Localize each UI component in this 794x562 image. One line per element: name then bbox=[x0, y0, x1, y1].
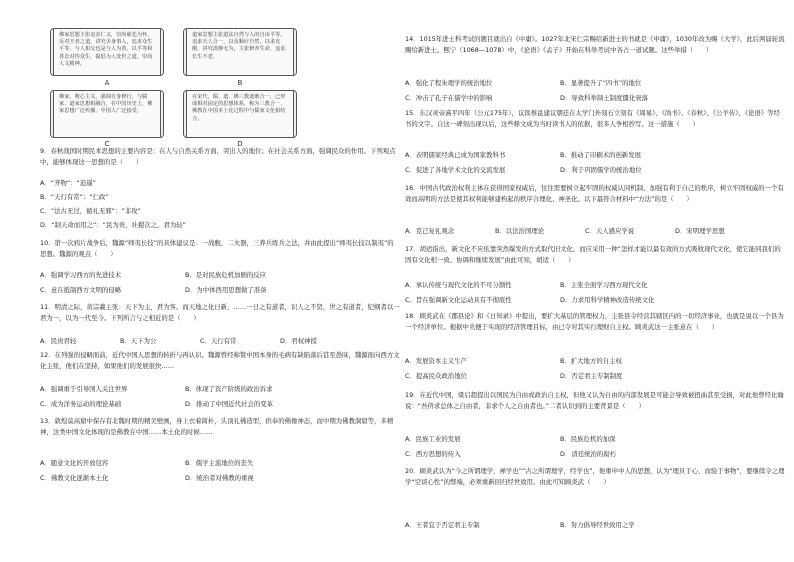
question-18-option-a[interactable]: A．发展资本主义生产 bbox=[405, 357, 467, 365]
question-13-option-b[interactable]: B．儒学主流地位的丧失 bbox=[185, 459, 254, 467]
scroll-images-2 bbox=[50, 90, 350, 150]
question-15-option-b[interactable]: B．推动了印刷术的创新发展 bbox=[560, 151, 642, 159]
question-13-option-c[interactable]: C．佛教文化逐渐本土化 bbox=[40, 474, 109, 482]
question-18-option-b[interactable]: B．扩大地方的自主权 bbox=[560, 357, 622, 365]
question-13-option-a[interactable]: A．随意文化的开放包容 bbox=[40, 459, 109, 467]
scroll-d-text: 在宋代，儒、道、佛三教逐渐合一，已形成相对固定的思想体系，称为三教合一，佛教在中国本土化过程中与儒家文化相结合。 bbox=[192, 94, 286, 122]
question-16-option-a[interactable]: A．克己复礼观念 bbox=[405, 227, 455, 235]
question-10: 10．第一次鸦片战争后，魏源“师夷长技”的具体建议是：一战舰，二火器，三养兵练兵之法，并由此提出“师夷长技以制夷”的思想。魏源的观点（ ） bbox=[40, 239, 394, 258]
question-9-option-d[interactable]: D．“制天命而用之”：“民为贵，社稷次之，君为轻” bbox=[40, 221, 186, 229]
question-17-option-c[interactable]: C．旨在强调新文化运动具有不彻底性 bbox=[405, 296, 512, 304]
question-20-option-b[interactable]: B．努力倡导经世致用之学 bbox=[560, 521, 635, 529]
question-16-option-c[interactable]: C．天人感应学说 bbox=[585, 227, 635, 235]
question-17-option-a[interactable]: A．承认传统与现代文化的不可分割性 bbox=[405, 281, 512, 289]
question-19-option-d[interactable]: D．清廷统治的腐朽 bbox=[560, 450, 617, 458]
question-12-option-b[interactable]: B．体现了资产阶级的政治诉求 bbox=[185, 385, 273, 393]
question-17-option-d[interactable]: D．力求用科学精神改造传统文化 bbox=[560, 296, 655, 304]
question-14-option-b[interactable]: B．显著提升了“四书”的地位 bbox=[560, 79, 642, 87]
question-15: 15．东汉灵帝熹平四年（公元175年），议郎蔡邕建议朝廷在太学门外刻石立刻有《周易》、《尚书》、《春秋》、《公羊传》、《论语》等经书的文字。自这一碑刻出现以后，这些释文成为当时读书人的依据，很多人争相抄写。这一措施（ ） bbox=[405, 109, 780, 128]
question-12-option-a[interactable]: A．强调重于引导国人关注世界 bbox=[40, 385, 128, 393]
question-19-option-b[interactable]: B．民族危机的加深 bbox=[560, 435, 616, 443]
question-14-option-c[interactable]: C．冲击了孔子在儒学中的影响 bbox=[405, 94, 493, 102]
question-19-option-a[interactable]: A．民族工业的发展 bbox=[405, 435, 461, 443]
question-12: 12．在列强的侵略面前，近代中国人思想的转折与再认识。魏源曾经称赞中国本身的毛病有缺陷落后甚至愚昧，魏源面向西方文化主张，他们在坚持，如果他们的发展很快…… bbox=[40, 351, 400, 370]
question-12-option-c[interactable]: C．成为洋务运动的理论基础 bbox=[40, 400, 122, 408]
question-10-option-d[interactable]: D．为中体西用思想做了准备 bbox=[185, 286, 267, 294]
question-10-option-b[interactable]: B．是对民族危机加剧的反应 bbox=[185, 271, 267, 279]
scroll-c-text: 佛家，唯心主义，强调自身修行，与儒家、道家思想相融合，在中国历史上，佛家思想广泛传播，中国人广泛接受。 bbox=[59, 94, 153, 115]
question-19: 19．在近代中国，梁启超提出以国民为自由或政治自主权，但他又认为自由的内部发展是可能会导致被扭曲甚至受损，对此他曾经比喻说：“吾侪求总体之自由者，非求个人之自由者也。”二者认识到的主要背景是（ ） bbox=[405, 391, 784, 410]
scroll-label-c: C bbox=[104, 140, 110, 148]
question-9: 9．春秋战国时期民本思想的主要内容是：在人与自然关系方面，突出人的地位；在社会关系方面，强调民众的作用。下列观点中，能够体现这一思想的是（ ） bbox=[40, 147, 396, 166]
scroll-d bbox=[183, 90, 297, 138]
question-15-option-d[interactable]: D．利于巩固儒学的统治地位 bbox=[560, 166, 642, 174]
scroll-b-text: 道家思想主张道法自然与人的自由平等，追求天人合一，以及顺应自然，以柔克刚，讲究清静无为，主张修养生命，追求长生不老。 bbox=[192, 32, 286, 60]
question-17-option-b[interactable]: B．主张全面学习西方现代文化 bbox=[560, 281, 648, 289]
question-14: 14．1015年进士科考试的题目就出自《中庸》。1027年北宋仁宗赐给新进士的书就是《中庸》，1030年改为赐《大学》，此后两届轮流赐给新进士。熙宁（1068—1078）中，《论语》《孟子》开始在科举考试中各占一道试题。这些举措（ ） bbox=[405, 35, 785, 54]
scroll-label-d: D bbox=[237, 140, 243, 148]
question-15-option-c[interactable]: C．促进了各地学术文化的交流发展 bbox=[405, 166, 506, 174]
question-16-option-b[interactable]: B．以法治国理论 bbox=[495, 227, 545, 235]
question-16-option-d[interactable]: D．宋明理学思想 bbox=[675, 227, 725, 235]
scroll-label-b: B bbox=[237, 79, 243, 87]
question-16: 16．中国古代政治权利主体在获得国家权威后，往往需要树立起牢固的权威认同机制，加强有利于自己的秩序，树立牢固权威的一个有效而高明的方法是使其权利能够建构起的秩序合理化、神圣化。以下最符合材料中“方法”的是（ ） bbox=[405, 184, 784, 203]
question-19-option-c[interactable]: C．西方思想的传入 bbox=[405, 450, 461, 458]
scroll-b bbox=[183, 28, 297, 76]
question-10-option-c[interactable]: C．意在抵制西方文明的侵略 bbox=[40, 286, 122, 294]
question-13-option-d[interactable]: D．统治者对佛教的重视 bbox=[185, 474, 254, 482]
question-11-option-d[interactable]: D．君权神授 bbox=[280, 337, 317, 345]
question-15-option-a[interactable]: A．表明儒家经典已成为国家教科书 bbox=[405, 151, 506, 159]
question-13: 13．敦煌莫高窟中保存有北魏时期的精美壁画，身上衣着简朴，头顶礼佛造型，供奉的佛像神态，而中期为佛教洞窟等，多精神，这类中国文化体现的是佛教在中国……本土化的时候…… bbox=[40, 417, 394, 436]
question-20: 20．顾炎武认为“今之所谓理学，禅学也”“古之所谓理学，经学也”，他重申中人的思想，认为“理具于心，而验于事物”，要继续令之理学“空谈心性”的弊端，必须重新回归经世致用。由此可知顾炎武（ ） bbox=[405, 467, 785, 486]
question-20-option-a[interactable]: A．王者宜于否定君主专制 bbox=[405, 521, 480, 529]
scroll-label-a: A bbox=[104, 79, 110, 87]
question-9-option-c[interactable]: C．“法古无过，循礼无邪”：“非攻” bbox=[40, 207, 141, 215]
question-18-option-d[interactable]: D．否定君主专制制度 bbox=[560, 372, 623, 380]
question-18: 18．顾炎武在《郡县论》和《日知录》中提出，要扩大基层的管理权力，主张县令经营其辖区内的一切经济事业，也就是说以一个县为一个经济单位。根据中央便于实现的经济管理目标，由已令对其实行理财自主权。顾炎武这一主张意在（ ） bbox=[405, 312, 784, 331]
question-11-option-a[interactable]: A．民贵君轻 bbox=[40, 337, 77, 345]
question-9-option-a[interactable]: A．“齐物”：“逍遥” bbox=[40, 179, 96, 187]
question-11: 11．明清之际，黄宗羲主张：天下为主，君为客。而天地之化日新，……一日之有道者，识人之不贤，世之有道者，纪纲者以一君为一，以为一代至今。下列所言与之相近的是（ ） bbox=[40, 303, 400, 322]
question-17: 17．胡适指出，新文化不应依靠突然爆发的方式取代旧文化，而应采用一种“怎样才能以最有效的方式吸收现代文化，使它能同我们的固有文化相一致、协调和继续发展”由此可知，胡适（ ） bbox=[405, 245, 781, 264]
scroll-c bbox=[50, 90, 164, 138]
question-10-option-a[interactable]: A．强调学习西方的先进技术 bbox=[40, 271, 122, 279]
question-14-option-a[interactable]: A．强化了程朱理学的统治地位 bbox=[405, 79, 493, 87]
question-18-option-c[interactable]: C．提高民众政治地位 bbox=[405, 372, 467, 380]
question-11-option-b[interactable]: B．天下为公 bbox=[120, 337, 157, 345]
question-14-option-d[interactable]: D．导致科举制士制度僵化衰落 bbox=[560, 94, 648, 102]
question-12-option-d[interactable]: D．推动了中国近代社会的变革 bbox=[185, 400, 273, 408]
scroll-images bbox=[50, 28, 350, 88]
scroll-a bbox=[50, 28, 164, 76]
scroll-a-text: 佛家思想主张追求仁义，崇尚慈悲为怀，反对王者之道，讲究舍身事人，追求众生平等，与人相交也是与人为善，以平等和善念对待众生，提倡为人处世之道，崇尚人文精神。 bbox=[59, 32, 153, 67]
question-11-option-c[interactable]: C．天行有常 bbox=[200, 337, 237, 345]
question-9-option-b[interactable]: B．“天行有常”：“仁政” bbox=[40, 193, 109, 201]
